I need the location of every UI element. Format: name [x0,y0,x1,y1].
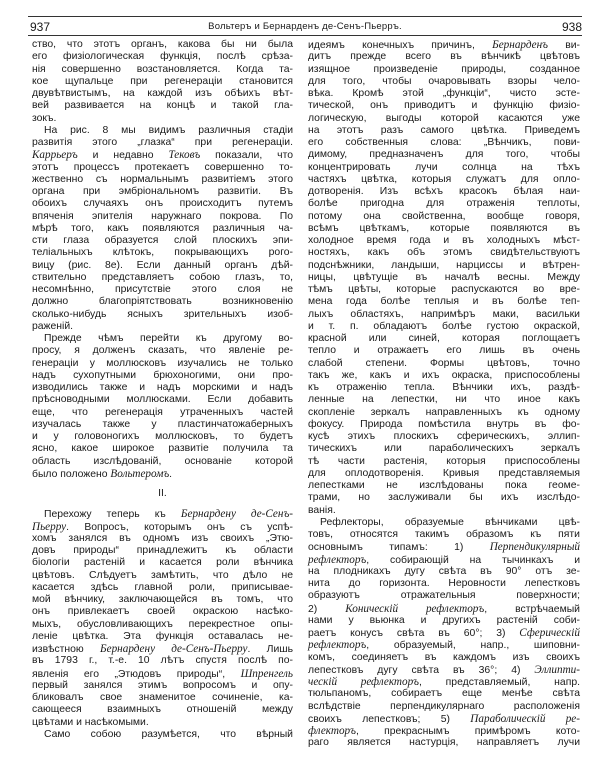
text-line [308,529,580,541]
text-line [32,631,293,643]
text-segment: раетъ конусъ свѣта въ 60°; 3) [308,628,520,639]
text-line [32,655,293,667]
text-line [32,321,293,333]
text-line [32,113,293,125]
text-line [308,456,580,468]
text-segment: явленія его „Этюдовъ природы“, [32,668,241,680]
text-line [308,590,580,602]
page-number-right: 938 [561,20,582,34]
text-segment: біологіи растеній и касается роли вѣнчика [32,557,293,569]
text-line [308,113,580,125]
text-line [32,468,293,480]
text-segment: впяченія эпителія наружнаго покрова. По [32,210,293,222]
text-line [308,64,580,76]
text-line [308,162,580,174]
text-segment: , образуемый, напр., шиповни- [366,640,580,652]
text-line [32,704,293,716]
text-segment: касается здѣсь главной роли, приписывае- [32,581,293,593]
text-line [32,235,293,247]
text-line [32,394,293,406]
text-segment: скопленіе зеркалъ направленныхъ къ одному [308,406,580,418]
text-line [308,88,580,100]
text-segment: нами у вьюнка и другихъ растеній соби- [308,614,580,626]
text-line [308,480,580,492]
text-segment: этотъ процессъ протекаетъ совершенно то- [32,161,293,173]
text-line [308,345,580,357]
left-column [32,39,293,741]
text-line [32,284,293,296]
text-segment: сколько-нибудь ясныхъ зрительныхъ изоб- [32,308,293,320]
text-line [308,321,580,333]
text-segment: первый занялся этимъ вопросомъ и опу- [32,679,293,691]
text-segment: своихъ лепестковъ; 5) [308,713,471,725]
text-line [32,247,293,259]
text-segment: извѣстною [32,644,101,655]
text-line [32,198,293,210]
text-segment: мой вѣнчику, заключающейся въ томъ, что [32,594,293,605]
text-segment: . Вопросъ, которымъ онъ съ успѣ- [66,521,293,533]
text-line [32,223,293,235]
text-line [32,296,293,308]
text-segment: раго является настурція, направляетъ лучи [308,737,580,749]
text-line [32,594,293,606]
text-segment: обоихъ случаяхъ онъ происходитъ путемъ [32,198,293,210]
text-segment: подснѣжники, ландыши, нарциссы и вѣтрен- [308,259,580,271]
text-segment: для того, чтобы очаровывать взоры чело- [308,75,580,87]
text-segment: тической, онъ приводитъ и функцію физіо- [308,100,580,112]
italic-name: Параболическій ре- [470,712,580,725]
text-line [308,394,580,406]
text-line [308,370,580,382]
text-segment: вей развивается на концѣ и такой гла- [32,100,293,112]
text-segment: генераціи у моллюсковъ изучались не только [32,357,293,369]
text-segment: мѣрѣ того, какъ появляются различныя ча- [32,222,293,234]
text-line [308,382,580,394]
text-line [32,333,293,345]
text-line [308,603,580,615]
text-line [308,566,580,578]
text-segment: надъ сухопутными брюхоногими, они про- [32,369,293,381]
text-segment: тюльпаномъ, собираетъ еще менѣе свѣта [308,688,580,700]
text-line [308,174,580,186]
text-segment: просу, я долженъ сказать, что явленіе ре- [32,345,293,357]
text-line [308,235,580,247]
text-segment: основнымъ типамъ: 1) [308,542,490,554]
text-segment: на этотъ разъ самого цвѣтка. Приведемъ [308,124,580,136]
text-line [308,676,580,688]
text-line [308,517,580,529]
italic-name: Каррьеръ [32,149,78,162]
text-line [32,729,293,741]
text-segment: цвѣтами и насѣкомыми. [32,716,149,728]
text-segment: потому она свойственна, вообще говоря, [308,210,580,222]
text-line [32,260,293,272]
text-segment: изводились также и надъ морскими и надъ [32,382,293,393]
text-line [308,76,580,88]
text-line [32,125,293,137]
italic-name: флекторъ [308,725,356,737]
text-segment: его собственныя слова: „Вѣнчикъ, пови- [308,137,580,148]
text-segment: должно благопріятствовать возникновенію [32,296,293,308]
text-line [308,333,580,345]
text-segment: ленные на лепестки, ни что иное какъ [308,394,580,406]
text-line [32,137,293,149]
text-line [308,309,580,321]
text-segment: . Лишь [247,644,293,655]
text-segment: вѣка. Кромѣ этой „функціи“, чисто эсте- [308,88,580,99]
text-segment: область изслѣдованій, основаніе которой [32,455,293,467]
text-line [32,88,293,100]
text-segment: дитъ прежде всего въ вѣнчикѣ цвѣтовъ [308,51,580,63]
text-segment: сающееся взаимныхъ отношеній между [32,704,293,716]
text-segment: Рефлекторы, образуемые вѣнчиками цвѣ- [320,516,580,528]
text-segment: къ отраженію тепла. Вѣнчики ихъ, раздѣ- [308,382,580,393]
text-line [308,652,580,664]
text-line [32,619,293,631]
text-segment: вслѣдствіе перпендикулярнаго расположенія [308,700,580,712]
text-segment: трами, но заслуживали бы ихъ изслѣдо- [308,492,580,504]
text-line [308,51,580,63]
italic-name: Шпренгель [240,667,293,680]
text-segment: товъ, относятся такимъ образомъ къ пяти [308,529,580,540]
text-segment: такъ же, какъ и ихъ окраска, приспособлены [308,369,580,381]
text-segment: еще, что регенерація утраченныхъ частей [32,406,293,418]
text-line [308,39,580,51]
text-segment: тѣмъ цвѣты, которые распускаются во вре- [308,284,580,295]
text-line [308,505,580,517]
text-line [308,443,580,455]
text-line [32,717,293,729]
text-line [32,345,293,357]
text-line [308,407,580,419]
text-line [308,186,580,198]
text-line [32,39,293,51]
text-segment: лепестками не изслѣдованы пока геоме- [308,480,580,491]
text-segment: концентрировать лучи солнца на тѣхъ [308,161,580,173]
italic-name: Сферическій [519,627,580,639]
text-segment: бликовалъ свое знаменитое сочиненіе, ка- [32,692,293,703]
text-segment: теліальныхъ клѣтокъ, покрывающихъ рого- [32,247,293,259]
text-segment: ясно, какое широкое развитіе получила та [32,443,293,455]
italic-name: рефлекторъ [308,553,367,566]
section-spacer [32,500,293,508]
text-segment: нія совершенно возстановляется. Когда та- [32,63,293,75]
italic-name: Бернардену де-Сенъ-Пьерру [100,643,248,655]
text-line [32,692,293,704]
text-line [308,198,580,210]
italic-name: Вольтеромъ [110,467,170,480]
text-segment: , прекраснымъ примѣромъ кото- [355,726,580,737]
text-segment: и у головоногихъ моллюсковъ, то будетъ [32,431,293,442]
section-heading [32,488,293,500]
italic-name: рефлекторъ [308,639,367,652]
text-segment: тѣ части растенія, которыя приспособлены [308,455,580,467]
text-line [308,713,580,725]
text-line [308,639,580,651]
running-header [28,20,582,34]
text-segment: двувѣтвистымъ, на каждой изъ обѣихъ вѣт- [32,88,293,99]
right-column [308,39,580,750]
text-line [32,533,293,545]
text-segment: ностяхъ, какъ объ этомъ свидѣтельствуютъ [308,247,580,259]
text-segment: жественно съ нормальнымъ развитіемъ этого [32,173,293,185]
text-segment: ванія. [308,504,336,516]
text-segment: цвѣтовъ. Слѣдуетъ замѣтить, что дѣло не [32,569,293,581]
page-number-left: 937 [30,20,51,34]
text-line [32,309,293,321]
text-line [308,737,580,749]
text-segment: идеямъ конечныхъ причинъ, [308,40,493,51]
text-segment: вицу (рис. 8е). Если данный органъ дѣй- [32,259,293,271]
text-segment: леніе цвѣтка. Эта функція оставалась не- [32,630,293,642]
text-segment: Прежде чѣмъ перейти къ другому во- [44,333,293,344]
text-line [308,468,580,480]
text-line [308,100,580,112]
text-line [32,521,293,533]
text-line [32,508,293,520]
text-line [308,260,580,272]
text-line [32,358,293,370]
text-segment: всѣмъ цвѣткамъ, которые появляются въ [308,222,580,234]
text-line [308,541,580,553]
text-line [32,149,293,161]
text-segment: II. [158,488,167,499]
text-segment: красной или синей, которая поглощаетъ [308,333,580,344]
text-line [32,51,293,63]
text-segment: развитія этого „глазка“ при регенераціи. [32,137,293,148]
text-line [32,76,293,88]
text-segment: образуютъ отражательныя поверхности; [308,590,580,602]
text-segment: было положено [32,468,111,480]
text-segment: онъ привлекаетъ своей окраскою насѣко- [32,606,293,618]
text-segment: ствительно представляетъ собою глазъ, то, [32,271,293,283]
text-line [32,545,293,557]
text-segment: , собирающій на тычинкахъ и [366,554,580,566]
text-segment: болѣе пригодна для отраженія теплоты, [308,198,580,210]
text-line [308,725,580,737]
text-segment: его физіологическая функція, послѣ срѣза- [32,51,293,63]
text-line [308,272,580,284]
text-line [32,174,293,186]
text-line [308,627,580,639]
text-line [32,668,293,680]
text-line [308,296,580,308]
text-segment: тическихъ или параболическихъ зеркалъ [308,443,580,455]
text-segment: частяхъ цвѣтка, которыя служатъ для опло- [308,173,580,185]
text-segment: въ 1793 г., т.-е. 10 лѣтъ спустя послѣ по- [32,655,293,667]
text-segment: для оплодотворенія. Кривыя представляемыя [308,467,580,479]
text-segment: слабой степени. Формы цвѣтовъ, точно [308,357,580,369]
text-segment: мыхъ, обусловливающихъ перекрестное опы- [32,618,293,630]
text-line [32,211,293,223]
text-line [308,554,580,566]
text-segment: холодное время года и въ холодныхъ мѣст- [308,235,580,246]
text-line [308,688,580,700]
text-segment: фокусу. Природа помѣстила внутрь въ фо- [308,418,580,430]
text-line [32,582,293,594]
text-line [308,223,580,235]
text-line [32,407,293,419]
text-line [308,149,580,161]
text-segment: хомъ занялся въ одномъ изъ своихъ „Этю- [32,532,293,544]
text-segment: логическую, выгоды которой касаются уже [308,112,580,124]
text-line [32,431,293,443]
text-segment: несомнѣнно, присутствіе этого слоя не [32,284,293,295]
text-segment: , встрѣчаемый [484,603,580,615]
text-segment: На рис. 8 мы видимъ различныя стадіи [44,124,293,136]
text-line [32,443,293,455]
text-line [32,456,293,468]
italic-name: Эллипти- [534,663,580,676]
text-segment: лыхъ областяхъ, напримѣръ маки, васильки [308,308,580,320]
text-segment: сти глаза образуется слой плоскихъ эпи- [32,235,293,246]
text-segment: зокъ. [32,112,57,124]
text-segment: изящное произведеніе природы, созданное [308,63,580,75]
text-line [32,186,293,198]
text-segment: Само собою разумѣется, что вѣрный [44,728,293,740]
text-line [308,419,580,431]
text-line [308,431,580,443]
text-line [32,64,293,76]
text-segment: на плодникахъ дугу свѣта въ 90° отъ зе- [308,565,580,577]
text-segment: ницы, цвѣтущіе въ началѣ весны. Между [308,271,580,283]
text-line [308,247,580,259]
italic-name: Коническій рефлекторъ [345,602,485,615]
text-segment: . [169,468,173,480]
text-line [308,137,580,149]
text-segment: ви- [547,40,581,51]
text-segment: димому, предназначенъ для того, чтобы [308,149,580,161]
text-line [32,557,293,569]
text-segment: дотворенія. Изъ всѣхъ красокъ бѣлая наи- [308,186,580,197]
text-line [308,125,580,137]
header-bottom-rule [28,35,582,36]
text-segment: 2) [308,603,346,615]
text-segment: кое щупальце при регенераціи становится [32,75,293,87]
italic-name: Пьерру [32,520,67,533]
italic-name: Перпендикулярный [489,541,580,554]
text-segment: лепестковъ дугу свѣта въ 36°; 4) [308,664,535,676]
text-segment: изучалась также у пластинчатожаберныхъ [32,418,293,430]
text-line [32,419,293,431]
italic-name: ческій рефлекторъ [308,676,419,688]
running-title: Вольтеръ и Бернарденъ де-Сенъ-Пьерръ. [208,21,402,32]
text-segment: , представляемый, напр. [419,677,580,688]
text-segment: прѣсноводными моллюсками. Если добавить [32,394,293,406]
text-line [32,643,293,655]
text-segment: комъ, соединяетъ въ каждомъ изъ своихъ [308,651,580,663]
text-line [32,382,293,394]
text-segment: и недавно [77,150,169,162]
text-line [308,615,580,627]
text-line [32,100,293,112]
text-line [308,358,580,370]
text-line [308,701,580,713]
text-segment: тепло и отражаетъ его лишь въ очень [308,345,580,357]
text-line [308,492,580,504]
section-spacer [32,480,293,488]
text-segment: нита до горизонта. Неровности лепестковъ [308,578,580,589]
text-segment: органа при эмбріональномъ развитіи. Въ [32,186,293,197]
text-segment: довъ природы“ принадлежитъ къ области [32,545,293,556]
italic-name: Тековъ [168,149,201,162]
text-line [32,370,293,382]
italic-name: Бернарденъ [492,39,548,51]
text-line [32,570,293,582]
text-line [32,680,293,692]
text-line [308,578,580,590]
text-line [308,284,580,296]
text-segment: мена года болѣе теплыя и въ болѣе теп- [308,296,580,308]
text-line [32,162,293,174]
text-segment: и т. п. обладаютъ болѣе густою окраской, [308,320,580,332]
text-segment: показали, что [200,150,293,162]
text-line [308,664,580,676]
text-segment: кусѣ этихъ плоскихъ сферическихъ, эллип- [308,431,580,442]
header-top-rule [28,16,582,17]
italic-name: Бернардену де-Сенъ- [180,508,293,521]
text-segment: раженій. [32,320,74,332]
text-segment: Перехожу теперь къ [44,509,181,521]
text-line [308,211,580,223]
text-line [32,272,293,284]
text-segment: ство, что этотъ органъ, какова бы ни была [32,39,293,50]
text-line [32,606,293,618]
